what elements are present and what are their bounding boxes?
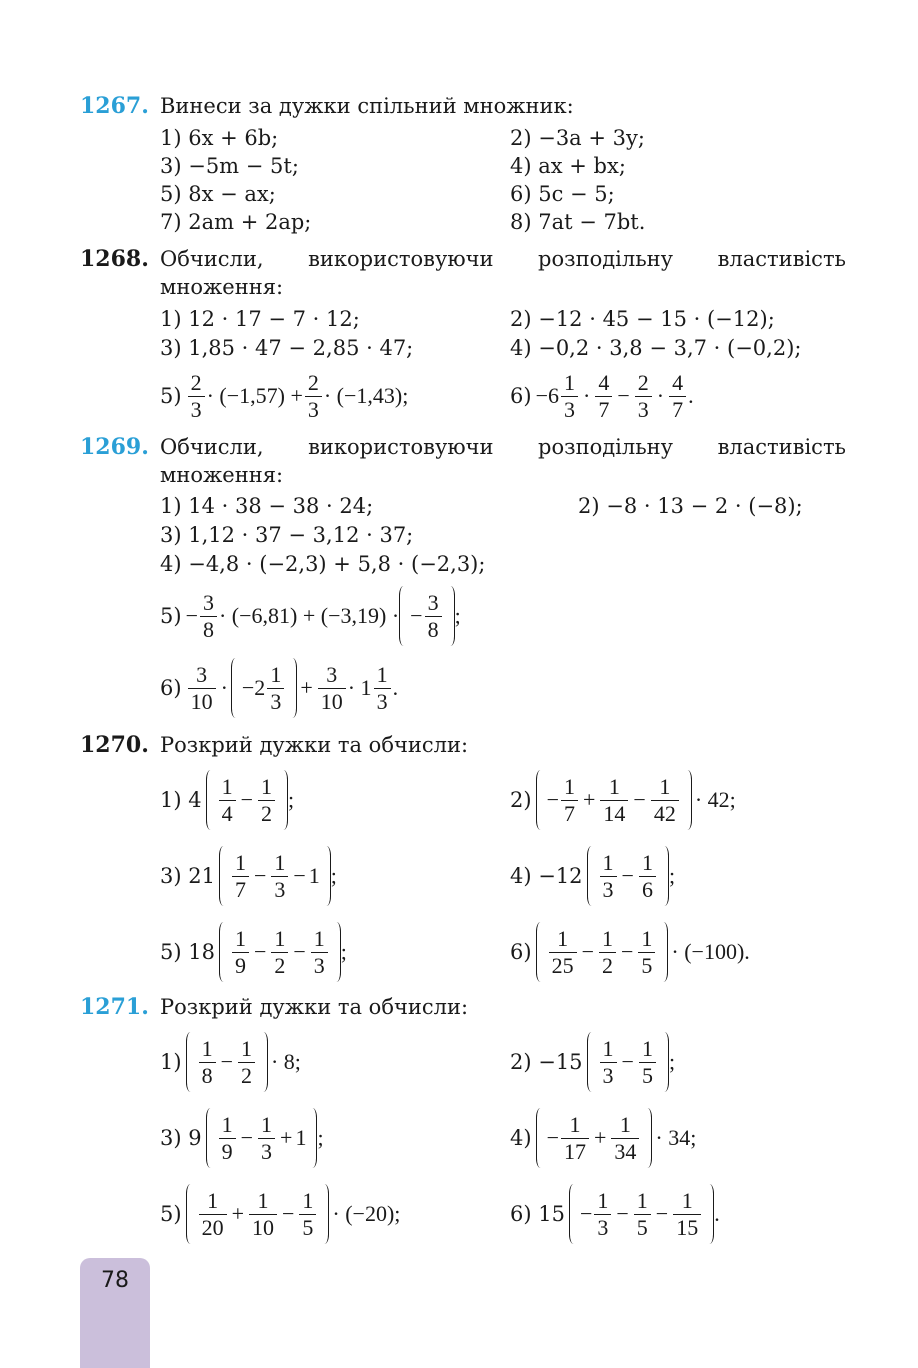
denominator: 10	[318, 688, 346, 715]
numerator: 3	[196, 661, 208, 687]
denominator: 3	[594, 1214, 611, 1241]
paren-left	[219, 922, 228, 982]
numerator: 3	[326, 661, 338, 687]
expr-text: −	[546, 787, 559, 812]
item: 4) −4,8 · (−2,3) + 5,8 · (−2,3);	[160, 552, 486, 576]
expr-text: −	[621, 863, 634, 888]
fraction	[561, 1112, 589, 1165]
paren-left	[587, 1032, 596, 1092]
expr-text: ;	[454, 603, 461, 628]
fraction	[599, 926, 616, 979]
item-4: 4) − $\frac{1}{17}$ + $\frac{1}{34}$ · 34;	[510, 1105, 699, 1171]
fraction	[673, 1188, 701, 1241]
paren-right	[332, 922, 341, 982]
expr-text: −	[293, 939, 306, 964]
expr-text: −	[253, 863, 267, 888]
expr-text: −	[616, 1201, 629, 1226]
numerator: 1	[376, 661, 388, 687]
expr-text: .	[392, 675, 399, 700]
fraction	[232, 926, 249, 979]
expr-text: +	[280, 1125, 293, 1150]
expr-text: · (−20);	[332, 1201, 401, 1226]
fraction	[249, 1188, 277, 1241]
expr-text: −	[581, 939, 594, 964]
numerator: 1	[257, 1187, 269, 1213]
fraction	[219, 1112, 236, 1165]
item: 1) 12 · 17 − 7 · 12;	[160, 307, 360, 331]
page-number: 78	[101, 1268, 129, 1293]
expr-text: ;	[668, 863, 676, 888]
expr-text: · (−100).	[671, 939, 750, 964]
paren-left	[587, 846, 596, 906]
item-6	[160, 655, 398, 721]
fraction	[600, 1036, 617, 1089]
numerator: 1	[601, 925, 613, 951]
expr-text: −	[293, 863, 306, 888]
item-6: 6) $\frac{1}{25}$ − $\frac{1}{2}$ − $\frac{1}{5}$ · (−100).	[510, 919, 753, 985]
numerator: 1	[563, 369, 575, 395]
paren-left	[206, 770, 215, 830]
paren-left	[186, 1032, 195, 1092]
expr-text: −	[253, 939, 267, 964]
expr-text: −	[240, 787, 254, 812]
fraction	[318, 662, 346, 715]
expr-text: 1	[308, 863, 320, 888]
expr-text: · 8;	[270, 1049, 301, 1074]
paren-left	[219, 846, 228, 906]
item: 1) 14 · 38 − 38 · 24;	[160, 494, 374, 518]
expr-text: 1	[295, 1125, 307, 1150]
denominator: 34	[611, 1138, 639, 1165]
fraction	[188, 662, 216, 715]
expr-text: −	[579, 1201, 593, 1226]
expr-text: −	[620, 939, 634, 964]
expr-text: ;	[317, 1125, 324, 1150]
denominator: 8	[199, 1062, 216, 1089]
denominator: 3	[561, 396, 578, 423]
numerator: 1	[221, 773, 233, 799]
paren-right	[259, 1032, 268, 1092]
fraction	[374, 662, 391, 715]
exercise-task: Розкрий дужки та обчисли:	[160, 995, 469, 1019]
exercise-number: 1267.	[80, 93, 149, 119]
expr-text: · (−1,43);	[323, 383, 409, 408]
expr-text: · 34;	[655, 1125, 697, 1150]
paren-right	[322, 846, 331, 906]
denominator: 3	[311, 952, 328, 979]
denominator: 7	[232, 876, 249, 903]
numerator: 1	[234, 849, 246, 875]
denominator: 5	[634, 1214, 651, 1241]
expr-text: .	[688, 383, 694, 408]
item: 2) −8 · 13 − 2 · (−8);	[578, 494, 803, 518]
fraction	[638, 926, 655, 979]
denominator: 20	[199, 1214, 227, 1241]
item-label: 6)	[510, 384, 532, 408]
numerator: 2	[637, 369, 649, 395]
expr-text: +	[300, 675, 313, 700]
expr-text: · (−1,57) +	[206, 383, 303, 408]
exercise-task-cont: множення:	[160, 275, 284, 299]
denominator: 3	[374, 688, 391, 715]
denominator: 15	[673, 1214, 701, 1241]
expr-text: ;	[330, 863, 337, 888]
numerator: 1	[274, 925, 286, 951]
expr-text: −	[655, 1201, 669, 1226]
paren-right	[660, 846, 669, 906]
denominator: 7	[669, 396, 686, 423]
fraction	[561, 774, 578, 827]
expr-text: +	[593, 1125, 607, 1150]
denominator: 5	[639, 1062, 656, 1089]
expr-text: −	[546, 1125, 559, 1150]
numerator: 4	[598, 369, 610, 395]
expr-text: −6	[535, 383, 559, 408]
item-3: 3) 21 $\frac{1}{7}$ − $\frac{1}{3}$ − 1 ;	[160, 843, 337, 909]
expr-text: · (−6,81) + (−3,19) ·	[218, 603, 400, 628]
numerator: 1	[641, 925, 653, 951]
denominator: 3	[267, 688, 284, 715]
paren-left	[231, 658, 240, 718]
denominator: 4	[219, 800, 236, 827]
item-5: 5) 18 $\frac{1}{9}$ − $\frac{1}{2}$ − $\frac{1}{3}$ ;	[160, 919, 347, 985]
item-label: 5)	[160, 384, 182, 408]
numerator: 1	[608, 773, 620, 799]
denominator: 3	[305, 396, 322, 423]
exercise-task: Винеси за дужки спільний множник:	[160, 94, 574, 118]
numerator: 3	[427, 589, 439, 615]
numerator: 1	[681, 1187, 693, 1213]
denominator: 2	[271, 952, 288, 979]
denominator: 6	[639, 876, 656, 903]
item-4: 4) −12 $\frac{1}{3}$ − $\frac{1}{6}$ ;	[510, 843, 675, 909]
expr-text: ·	[656, 383, 665, 408]
numerator: 1	[302, 1187, 314, 1213]
numerator: 1	[221, 1111, 233, 1137]
fraction	[639, 1036, 656, 1089]
fraction	[305, 370, 322, 423]
denominator: 2	[238, 1062, 255, 1089]
expr-text: ;	[288, 787, 295, 812]
item: 4) ax + bx;	[510, 154, 626, 178]
fraction	[271, 926, 288, 979]
fraction	[199, 1036, 216, 1089]
expr-text: ;	[340, 939, 347, 964]
fraction	[188, 370, 205, 423]
page-number-tab	[80, 1258, 150, 1368]
fraction	[634, 1188, 651, 1241]
numerator: 1	[240, 1035, 252, 1061]
item: 2) −3a + 3y;	[510, 126, 645, 150]
fraction	[258, 1112, 275, 1165]
paren-left	[536, 1108, 545, 1168]
fraction	[200, 590, 217, 643]
item: 8) 7at − 7bt.	[510, 210, 646, 234]
numerator: 1	[602, 849, 614, 875]
fraction	[267, 662, 284, 715]
expr-text: −	[621, 1049, 634, 1074]
item: 7) 2am + 2ap;	[160, 210, 312, 234]
denominator: 14	[600, 800, 628, 827]
item: 3) −5m − 5t;	[160, 154, 299, 178]
fraction	[549, 926, 577, 979]
exercise-task: Розкрий дужки та обчисли:	[160, 733, 469, 757]
fraction	[219, 774, 236, 827]
paren-right	[320, 1184, 329, 1244]
numerator: 1	[659, 773, 671, 799]
numerator: 1	[602, 1035, 614, 1061]
fraction	[600, 850, 617, 903]
item-5	[160, 365, 408, 427]
paren-left	[536, 770, 545, 830]
expr-text: +	[231, 1201, 244, 1226]
denominator: 3	[258, 1138, 275, 1165]
numerator: 1	[261, 773, 273, 799]
exercise-task-cont: множення:	[160, 463, 284, 487]
item: 5) 8x − ax;	[160, 182, 276, 206]
paren-right	[660, 1032, 669, 1092]
item: 1) 6x + 6b;	[160, 126, 279, 150]
item: 3) 1,85 · 47 − 2,85 · 47;	[160, 336, 414, 360]
numerator: 1	[274, 849, 286, 875]
item-1: 1) 4 $\frac{1}{4}$ − $\frac{1}{2}$ ;	[160, 767, 294, 833]
numerator: 1	[207, 1187, 219, 1213]
denominator: 5	[638, 952, 655, 979]
denominator: 3	[635, 396, 652, 423]
expr-text: −	[185, 603, 198, 628]
expr-text: −	[617, 383, 630, 408]
item-6: 6) 15 − $\frac{1}{3}$ − $\frac{1}{5}$ − $\frac{1}{15}$ .	[510, 1181, 720, 1247]
item-2: 2) −15 $\frac{1}{3}$ − $\frac{1}{5}$ ;	[510, 1029, 675, 1095]
exercise-number: 1268.	[80, 246, 149, 272]
denominator: 3	[600, 876, 617, 903]
fraction	[425, 590, 442, 643]
paren-right	[643, 1108, 652, 1168]
fraction	[561, 370, 578, 423]
denominator: 3	[600, 1062, 617, 1089]
denominator: 10	[188, 688, 216, 715]
item-label: 6)	[160, 676, 182, 700]
exercise-number: 1269.	[80, 434, 149, 460]
denominator: 7	[595, 396, 612, 423]
numerator: 1	[563, 773, 575, 799]
fraction	[611, 1112, 639, 1165]
numerator: 2	[190, 369, 202, 395]
denominator: 3	[188, 396, 205, 423]
expr-text: .	[714, 1201, 720, 1226]
numerator: 1	[597, 1187, 609, 1213]
paren-left	[536, 922, 545, 982]
item: 2) −12 · 45 − 15 · (−12);	[510, 307, 775, 331]
exercise-task: Обчисли, використовуючи розподільну властивість	[160, 247, 846, 271]
numerator: 1	[619, 1111, 631, 1137]
paren-right	[288, 658, 297, 718]
paren-right	[705, 1184, 714, 1244]
item: 4) −0,2 · 3,8 − 3,7 · (−0,2);	[510, 336, 802, 360]
item: 3) 1,12 · 37 − 3,12 · 37;	[160, 523, 414, 547]
exercise-number: 1271.	[80, 994, 149, 1020]
paren-left	[569, 1184, 578, 1244]
denominator: 7	[561, 800, 578, 827]
paren-left	[186, 1184, 195, 1244]
paren-right	[308, 1108, 317, 1168]
exercise-task: Обчисли, використовуючи розподільну властивість	[160, 435, 846, 459]
numerator: 1	[641, 849, 653, 875]
fraction	[299, 1188, 316, 1241]
expr-text: ·	[220, 675, 228, 700]
item-2: 2) − $\frac{1}{7}$ + $\frac{1}{14}$ − $\frac{1}{42}$ · 42;	[510, 767, 739, 833]
expr-text: −	[220, 1049, 233, 1074]
expr-text: ;	[668, 1049, 676, 1074]
denominator: 8	[200, 616, 217, 643]
numerator: 2	[307, 369, 319, 395]
expr-text: −	[281, 1201, 295, 1226]
denominator: 5	[299, 1214, 316, 1241]
item: 6) 5c − 5;	[510, 182, 615, 206]
item-6	[510, 365, 694, 427]
fraction	[271, 850, 288, 903]
fraction	[258, 774, 275, 827]
paren-right	[683, 770, 692, 830]
fraction	[651, 774, 679, 827]
expr-text: · 42;	[694, 787, 736, 812]
paren-right	[279, 770, 288, 830]
expr-text: +	[582, 787, 596, 812]
item-1: 1) $\frac{1}{8}$ − $\frac{1}{2}$ · 8;	[160, 1029, 304, 1095]
denominator: 8	[425, 616, 442, 643]
numerator: 1	[569, 1111, 581, 1137]
numerator: 1	[641, 1035, 653, 1061]
numerator: 1	[270, 661, 282, 687]
expr-text: ·	[582, 383, 591, 408]
numerator: 3	[202, 589, 214, 615]
numerator: 4	[672, 369, 684, 395]
denominator: 9	[232, 952, 249, 979]
numerator: 1	[557, 925, 569, 951]
paren-left	[206, 1108, 215, 1168]
denominator: 10	[249, 1214, 277, 1241]
denominator: 42	[651, 800, 679, 827]
denominator: 2	[599, 952, 616, 979]
item-label: 5)	[160, 604, 182, 628]
denominator: 25	[549, 952, 577, 979]
denominator: 2	[258, 800, 275, 827]
fraction	[669, 370, 686, 423]
fraction	[635, 370, 652, 423]
denominator: 9	[219, 1138, 236, 1165]
expr-text: −	[240, 1125, 254, 1150]
fraction	[232, 850, 249, 903]
fraction	[600, 774, 628, 827]
denominator: 3	[271, 876, 288, 903]
fraction	[199, 1188, 227, 1241]
fraction	[311, 926, 328, 979]
expr-text: · 1	[347, 675, 372, 700]
paren-right	[446, 586, 455, 646]
paren-right	[659, 922, 668, 982]
fraction	[594, 1188, 611, 1241]
denominator: 17	[561, 1138, 589, 1165]
fraction	[238, 1036, 255, 1089]
expr-text: −2	[241, 675, 266, 700]
numerator: 1	[313, 925, 325, 951]
numerator: 1	[261, 1111, 273, 1137]
numerator: 1	[234, 925, 246, 951]
fraction	[639, 850, 656, 903]
item-5	[160, 583, 461, 649]
numerator: 1	[636, 1187, 648, 1213]
item-5: 5) $\frac{1}{20}$ + $\frac{1}{10}$ − $\frac{1}{5}$ · (−20);	[160, 1181, 403, 1247]
expr-text: −	[633, 787, 646, 812]
fraction	[595, 370, 612, 423]
paren-left	[399, 586, 408, 646]
numerator: 1	[201, 1035, 213, 1061]
expr-text: −	[410, 603, 423, 628]
item-3: 3) 9 $\frac{1}{9}$ − $\frac{1}{3}$ + 1 ;	[160, 1105, 324, 1171]
exercise-number: 1270.	[80, 732, 149, 758]
